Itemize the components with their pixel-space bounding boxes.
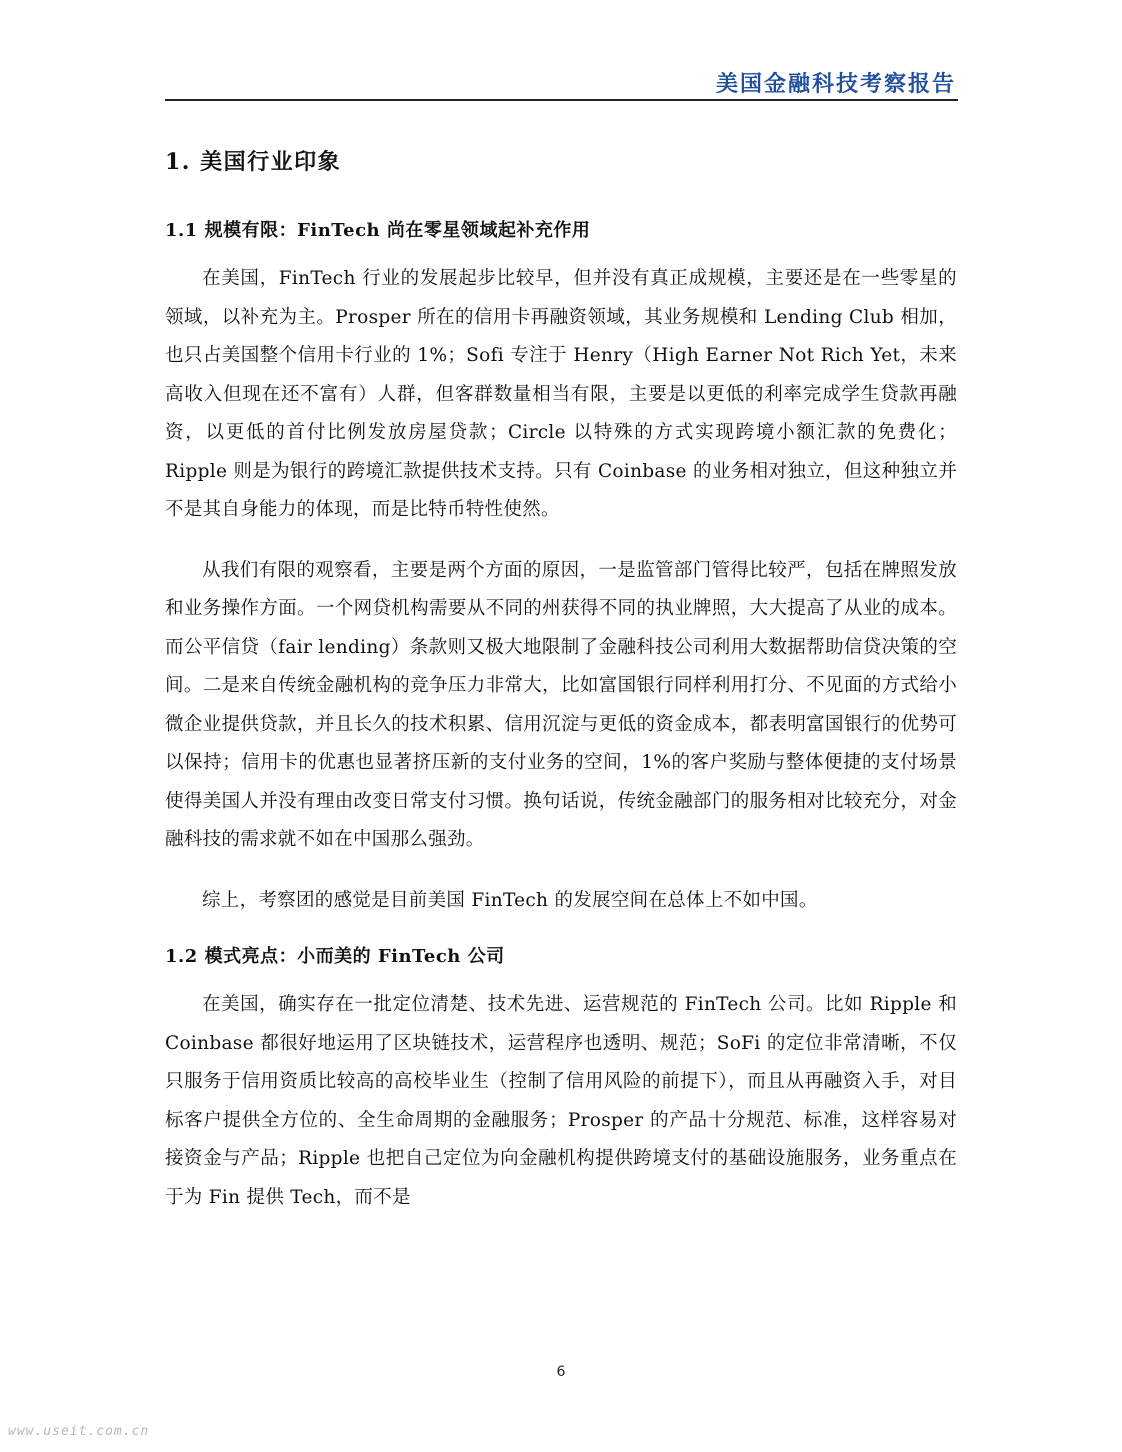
page-number: 6 xyxy=(556,1364,566,1380)
subsection-heading-1-1: 1.1 规模有限：FinTech 尚在零星领域起补充作用 xyxy=(165,220,591,241)
paragraph: 在美国，确实存在一批定位清楚、技术先进、运营规范的 FinTech 公司。比如 Ripple 和 Coinbase 都很好地运用了区块链技术，运营程序也透明、规范；SoFi 的定位非常清晰，不仅只服务于信用资质比较高的高校毕业生（控制了信用风险的前提下），而且从再融资入手，对目标客户提供全方位的、全生命周期的金融服务；Prosper 的产品十分规范、标准，这样容易对接资金与产品；Ripple 也把自己定位为向金融机构提供跨境支付的基础设施服务，业务重点在于为 Fin 提供 Tech，而不是 xyxy=(165,994,957,1208)
report-title: 美国金融科技考察报告 xyxy=(715,71,956,97)
running-header xyxy=(165,63,958,101)
watermark: www.useit.com.cn xyxy=(8,1424,150,1439)
page-content xyxy=(165,128,957,1217)
paragraph: 在美国，FinTech 行业的发展起步比较早，但并没有真正成规模，主要还是在一些零星的领域，以补充为主。Prosper 所在的信用卡再融资领域，其业务规模和 Lending Club 相加，也只占美国整个信用卡行业的 1%；Sofi 专注于 Henry（High Earner Not Rich Yet，未来高收入但现在还不富有）人群，但客群数量相当有限，主要是以更低的利率完成学生贷款再融资，以更低的首付比例发放房屋贷款；Circle 以特殊的方式实现跨境小额汇款的免费化；Ripple 则是为银行的跨境汇款提供技术支持。只有 Coinbase 的业务相对独立，但这种独立并不是其自身能力的体现，而是比特币特性使然。 xyxy=(165,268,957,520)
section-heading: 1. 美国行业印象 xyxy=(165,149,342,175)
paragraph: 从我们有限的观察看，主要是两个方面的原因，一是监管部门管得比较严，包括在牌照发放和业务操作方面。一个网贷机构需要从不同的州获得不同的执业牌照，大大提高了从业的成本。而公平信贷（fair lending）条款则又极大地限制了金融科技公司利用大数据帮助信贷决策的空间。二是来自传统金融机构的竞争压力非常大，比如富国银行同样利用打分、不见面的方式给小微企业提供贷款，并且长久的技术积累、信用沉淀与更低的资金成本，都表明富国银行的优势可以保持；信用卡的优惠也显著挤压新的支付业务的空间，1%的客户奖励与整体便捷的支付场景使得美国人并没有理由改变日常支付习惯。换句话说，传统金融部门的服务相对比较充分，对金融科技的需求就不如在中国那么强劲。 xyxy=(165,559,957,850)
paragraph: 综上，考察团的感觉是目前美国 FinTech 的发展空间在总体上不如中国。 xyxy=(202,889,818,911)
subsection-heading-1-2: 1.2 模式亮点：小而美的 FinTech 公司 xyxy=(165,946,505,967)
